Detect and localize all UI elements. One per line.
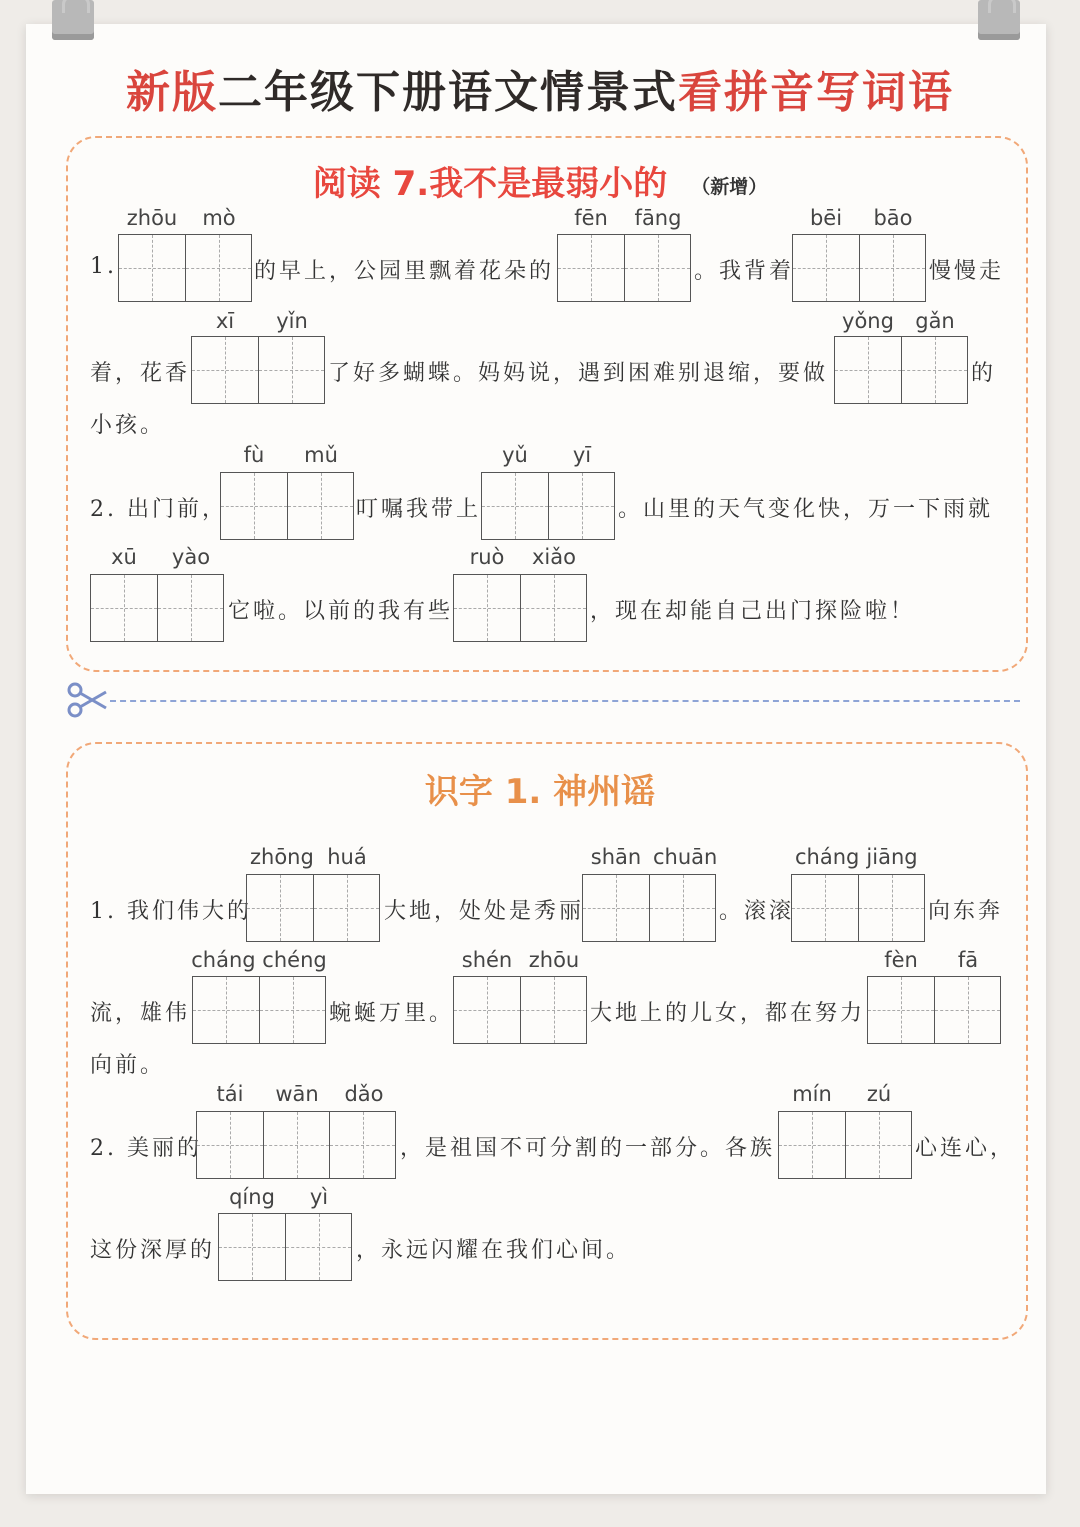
writing-grid[interactable] <box>834 336 968 404</box>
writing-grid[interactable] <box>481 472 615 540</box>
sentence-text: 的 <box>971 361 997 386</box>
pinyin: zhōu <box>528 948 580 972</box>
writing-grid[interactable] <box>582 874 716 942</box>
writing-grid[interactable] <box>192 976 326 1044</box>
writing-grid[interactable] <box>791 874 925 942</box>
pinyin: yǔ <box>502 443 528 467</box>
writing-grid[interactable] <box>453 574 587 642</box>
question-number: 1. <box>90 254 117 279</box>
writing-grid[interactable] <box>792 234 926 302</box>
title-red-part: 看拼音写词语 <box>678 67 954 118</box>
sentence-text: 2. 美丽的 <box>90 1136 202 1161</box>
sentence-text: 小孩。 <box>90 413 166 438</box>
writing-grid[interactable] <box>557 234 691 302</box>
sentence-text: 。滚滚 <box>719 899 795 924</box>
scissors-icon <box>66 682 110 718</box>
pinyin: zú <box>866 1082 892 1106</box>
section-title-text: 识字 1. 神州谣 <box>424 772 656 812</box>
pinyin: xiǎo <box>532 545 576 569</box>
sentence-text: 向前。 <box>90 1053 166 1078</box>
sentence-text: 2. 出门前， <box>90 497 227 522</box>
sentence-text: 叮嘱我带上 <box>356 497 482 522</box>
writing-grid[interactable] <box>218 1213 352 1281</box>
page-title <box>0 56 1080 120</box>
title-dark-part: 二年级下册语文情景式 <box>218 67 678 118</box>
pinyin: fù <box>243 443 265 467</box>
sentence-text: 它啦。以前的我有些 <box>228 599 454 624</box>
new-tag: （新增） <box>691 176 768 198</box>
pinyin: qíng <box>229 1185 275 1209</box>
pinyin: fèn <box>884 948 918 972</box>
sentence-text: 的早上，公园里飘着花朵的 <box>254 259 555 284</box>
sentence-text: 大地上的儿女，都在努力 <box>590 1001 866 1026</box>
pinyin: zhōng <box>250 845 314 869</box>
writing-grid[interactable] <box>867 976 1001 1044</box>
pinyin: ruò <box>469 545 505 569</box>
sentence-text: 向东奔 <box>928 899 1004 924</box>
sentence-text: 蜿蜒万里。 <box>329 1001 455 1026</box>
sentence-text: 了好多蝴蝶。妈妈说，遇到困难别退缩，要做 <box>328 361 829 386</box>
writing-grid[interactable] <box>191 336 325 404</box>
writing-grid[interactable] <box>118 234 252 302</box>
pinyin: yǒng <box>842 309 894 333</box>
pinyin: yào <box>171 545 211 569</box>
pinyin: cháng chéng <box>191 948 327 972</box>
pinyin: jiāng <box>866 845 918 869</box>
pinyin: dǎo <box>344 1082 384 1106</box>
pinyin: xū <box>111 545 137 569</box>
pinyin: fāng <box>634 206 682 230</box>
sentence-text: 。我背着 <box>694 259 795 284</box>
pinyin: fēn <box>574 206 608 230</box>
sentence-text: ，永远闪耀在我们心间。 <box>356 1238 632 1263</box>
pinyin: shān <box>590 845 642 869</box>
sentence-text: 这份深厚的 <box>90 1238 216 1263</box>
pinyin: yī <box>572 443 592 467</box>
pinyin: mín <box>792 1082 832 1106</box>
pinyin: wān <box>275 1082 319 1106</box>
sentence-text: 慢慢走 <box>929 259 1005 284</box>
title-red-part: 新版 <box>126 67 218 118</box>
writing-grid[interactable] <box>246 874 380 942</box>
pinyin: cháng <box>795 845 860 869</box>
sentence-text: 流，雄伟 <box>90 1001 191 1026</box>
pinyin: fā <box>957 948 979 972</box>
pinyin: xī <box>215 309 235 333</box>
binder-clip-icon <box>52 0 94 40</box>
sentence-text: ，现在却能自己出门探险啦！ <box>590 599 916 624</box>
pinyin: shén <box>461 948 513 972</box>
sentence-text: 。山里的天气变化快，万一下雨就 <box>618 497 994 522</box>
pinyin: tái <box>216 1082 244 1106</box>
pinyin: bāo <box>873 206 913 230</box>
binder-clip-icon <box>978 0 1020 40</box>
pinyin: mò <box>202 206 236 230</box>
pinyin: chuān <box>653 845 718 869</box>
writing-grid[interactable] <box>220 472 354 540</box>
sentence-text: 着，花香 <box>90 361 191 386</box>
writing-grid[interactable] <box>778 1111 912 1179</box>
section-title-reading-7 <box>0 156 1080 205</box>
section-title-text: 阅读 7.我不是最弱小的 <box>312 164 668 204</box>
section-title-shizi-1 <box>0 764 1080 813</box>
sentence-text: 1. 我们伟大的 <box>90 899 252 924</box>
sentence-text: 大地，处处是秀丽 <box>384 899 585 924</box>
writing-grid[interactable] <box>196 1111 396 1179</box>
writing-grid[interactable] <box>453 976 587 1044</box>
pinyin: yǐn <box>276 309 308 333</box>
sentence-text: 心连心， <box>915 1136 1016 1161</box>
sentence-text: ，是祖国不可分割的一部分。各族 <box>400 1136 776 1161</box>
pinyin: yì <box>309 1185 329 1209</box>
pinyin: zhōu <box>126 206 178 230</box>
pinyin: mǔ <box>304 443 338 467</box>
writing-grid[interactable] <box>90 574 224 642</box>
pinyin: gǎn <box>915 309 955 333</box>
cut-line <box>110 700 1020 702</box>
pinyin: bēi <box>809 206 843 230</box>
pinyin: huá <box>327 845 367 869</box>
